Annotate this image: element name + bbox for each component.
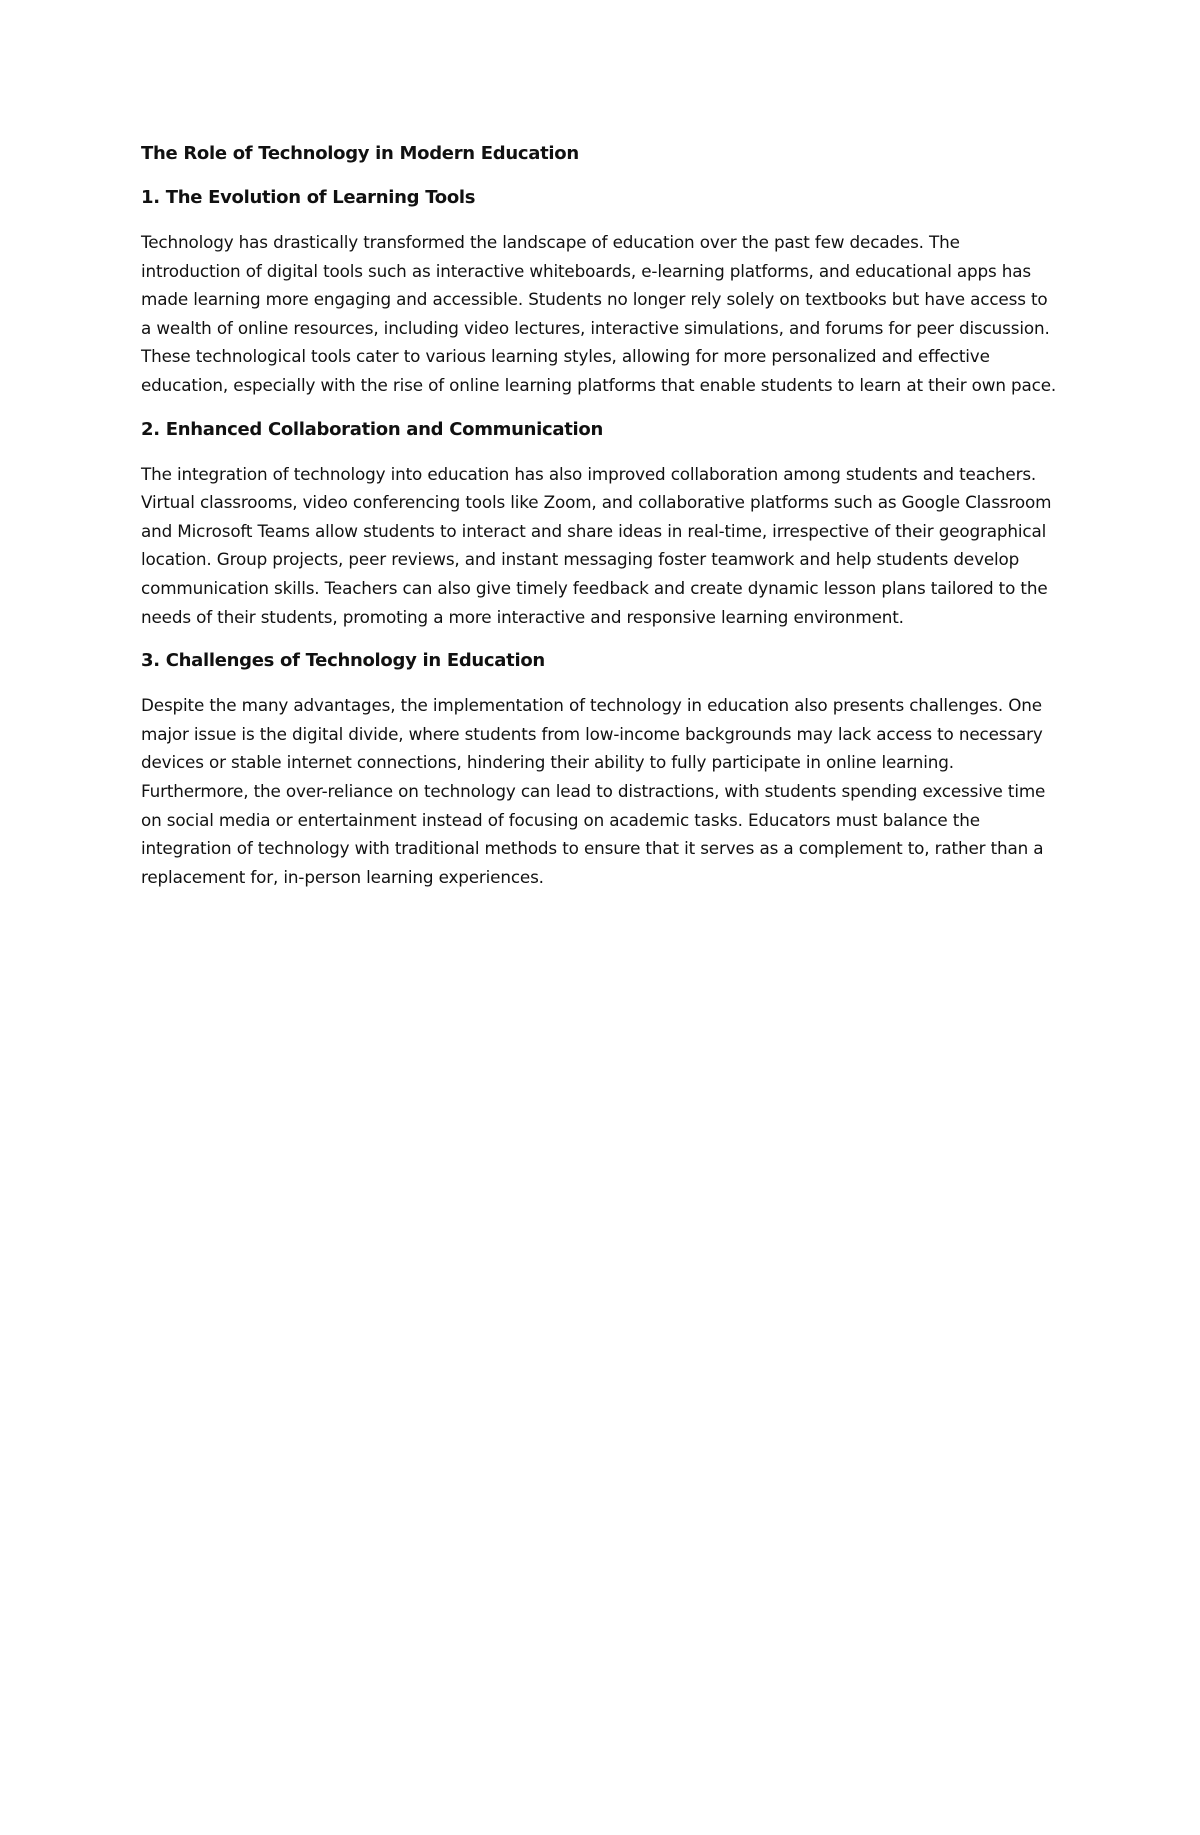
section-paragraph: The integration of technology into education has also improved collaboration among students and teachers. Virtual classrooms, video conferencing tools like Zoom, and collaborative platforms such as Google Classroom and Microsoft Teams allow students to interact and share ideas in real-time, irrespective of their geographical location. Group projects, peer reviews, and instant messaging foster teamwork and help students develop communication skills. Teachers can also give timely feedback and create dynamic lesson plans tailored to the needs of their students, promoting a more interactive and responsive learning environment.: [141, 463, 1052, 627]
document-content: [141, 140, 1061, 907]
section-challenges-of-technology: [141, 647, 1061, 891]
section-enhanced-collaboration: [141, 416, 1061, 632]
document-title: The Role of Technology in Modern Education: [141, 143, 579, 164]
section-heading: 3. Challenges of Technology in Education: [141, 650, 545, 672]
section-paragraph: Despite the many advantages, the implementation of technology in education also presents challenges. One major issue is the digital divide, where students from low-income backgrounds may lack access to necessary devices or stable internet connections, hindering their ability to fully participate in online learning. Furthermore, the over-reliance on technology can lead to distractions, with students spending excessive time on social media or entertainment instead of focusing on academic tasks. Educators must balance the integration of technology with traditional methods to ensure that it serves as a complement to, rather than a replacement for, in-person learning experiences.: [141, 695, 1046, 887]
section-paragraph: Technology has drastically transformed the landscape of education over the past few decades. The introduction of digital tools such as interactive whiteboards, e-learning platforms, and educational apps has made learning more engaging and accessible. Students no longer rely solely on textbooks but have access to a wealth of online resources, including video lectures, interactive simulations, and forums for peer discussion. These technological tools cater to various learning styles, allowing for more personalized and effective education, especially with the rise of online learning platforms that enable students to learn at their own pace.: [141, 232, 1057, 395]
section-heading: 1. The Evolution of Learning Tools: [141, 187, 476, 208]
section-heading: 2. Enhanced Collaboration and Communication: [141, 418, 603, 440]
section-evolution-of-learning-tools: [141, 184, 1061, 400]
